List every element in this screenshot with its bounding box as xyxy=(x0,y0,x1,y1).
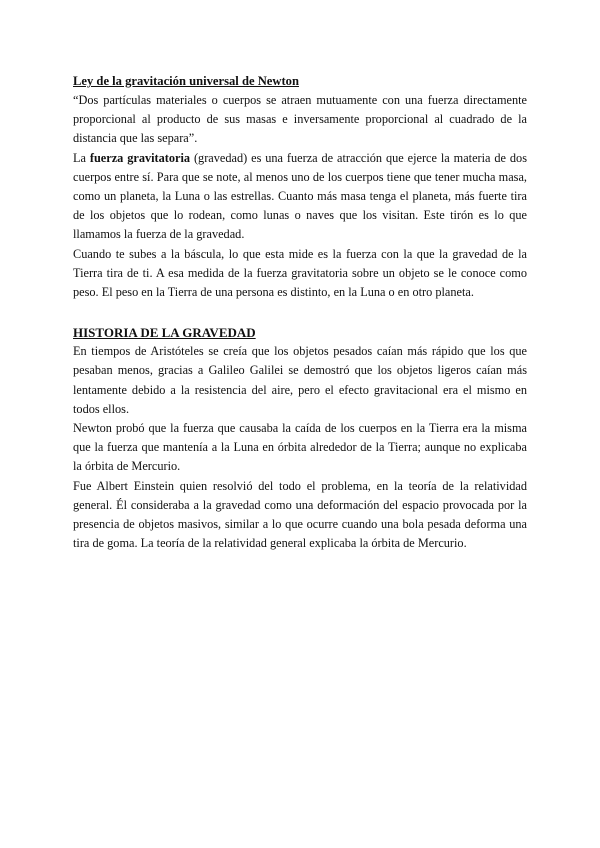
gravitational-force-intro: La xyxy=(73,150,90,165)
newton-law-quote: “Dos partículas materiales o cuerpos se atraen mutuamente con una fuerza directamente proporcional al producto de sus masas e inversamente proporcional al cuadrado de la distancia que las separa”. xyxy=(73,93,527,146)
gravitational-force-paragraph xyxy=(73,149,527,245)
gravitational-force-text: (gravedad) es una fuerza de atracción que ejerce la materia de dos cuerpos entre sí. Para que se note, al menos uno de los cuerpos tiene que tener mucha masa, como un planeta, la Luna o las estrellas. Cuanto más masa tenga el planeta, más fuerte tira de los objetos que lo rodean, como lunas o naves que los visitan. Este tirón es lo que llamamos la fuerza de la gravedad. xyxy=(73,150,527,242)
gravitational-force-term: fuerza gravitatoria xyxy=(89,150,191,165)
weight-paragraph: Cuando te subes a la báscula, lo que esta mide es la fuerza con la que la gravedad de la Tierra tira de ti. A esa medida de la fuerza gravitatoria sobre un objeto se le conoce como peso. El peso en la Tierra de una persona es distinto, en la Luna o en otro planeta. xyxy=(73,246,527,300)
newton-law-heading: Ley de la gravitación universal de Newton xyxy=(73,74,299,88)
history-heading: HISTORIA DE LA GRAVEDAD xyxy=(73,325,256,341)
aristotle-paragraph: En tiempos de Aristóteles se creía que los objetos pesados caían más rápido que los que pesaban menos, gracias a Galileo Galilei se demostró que los objetos ligeros caían más lentamente debido a la resistencia del aire, pero el efecto gravitacional era el mismo en todos ellos. xyxy=(73,344,527,416)
document-page xyxy=(73,72,527,553)
section-spacer xyxy=(73,302,527,323)
einstein-paragraph: Fue Albert Einstein quien resolvió del todo el problema, en la teoría de la relatividad general. Él consideraba a la gravedad como una deformación del espacio provocada por la presencia de objetos masivos, similar a lo que ocurre cuando una bola pesada deforma una tira de goma. La teoría de la relatividad general explicaba la órbita de Mercurio. xyxy=(73,478,527,551)
newton-paragraph: Newton probó que la fuerza que causaba la caída de los cuerpos en la Tierra era la misma que la fuerza que mantenía a la Luna en órbita alrededor de la Tierra; aunque no explicaba la órbita de Mercurio. xyxy=(73,421,527,474)
